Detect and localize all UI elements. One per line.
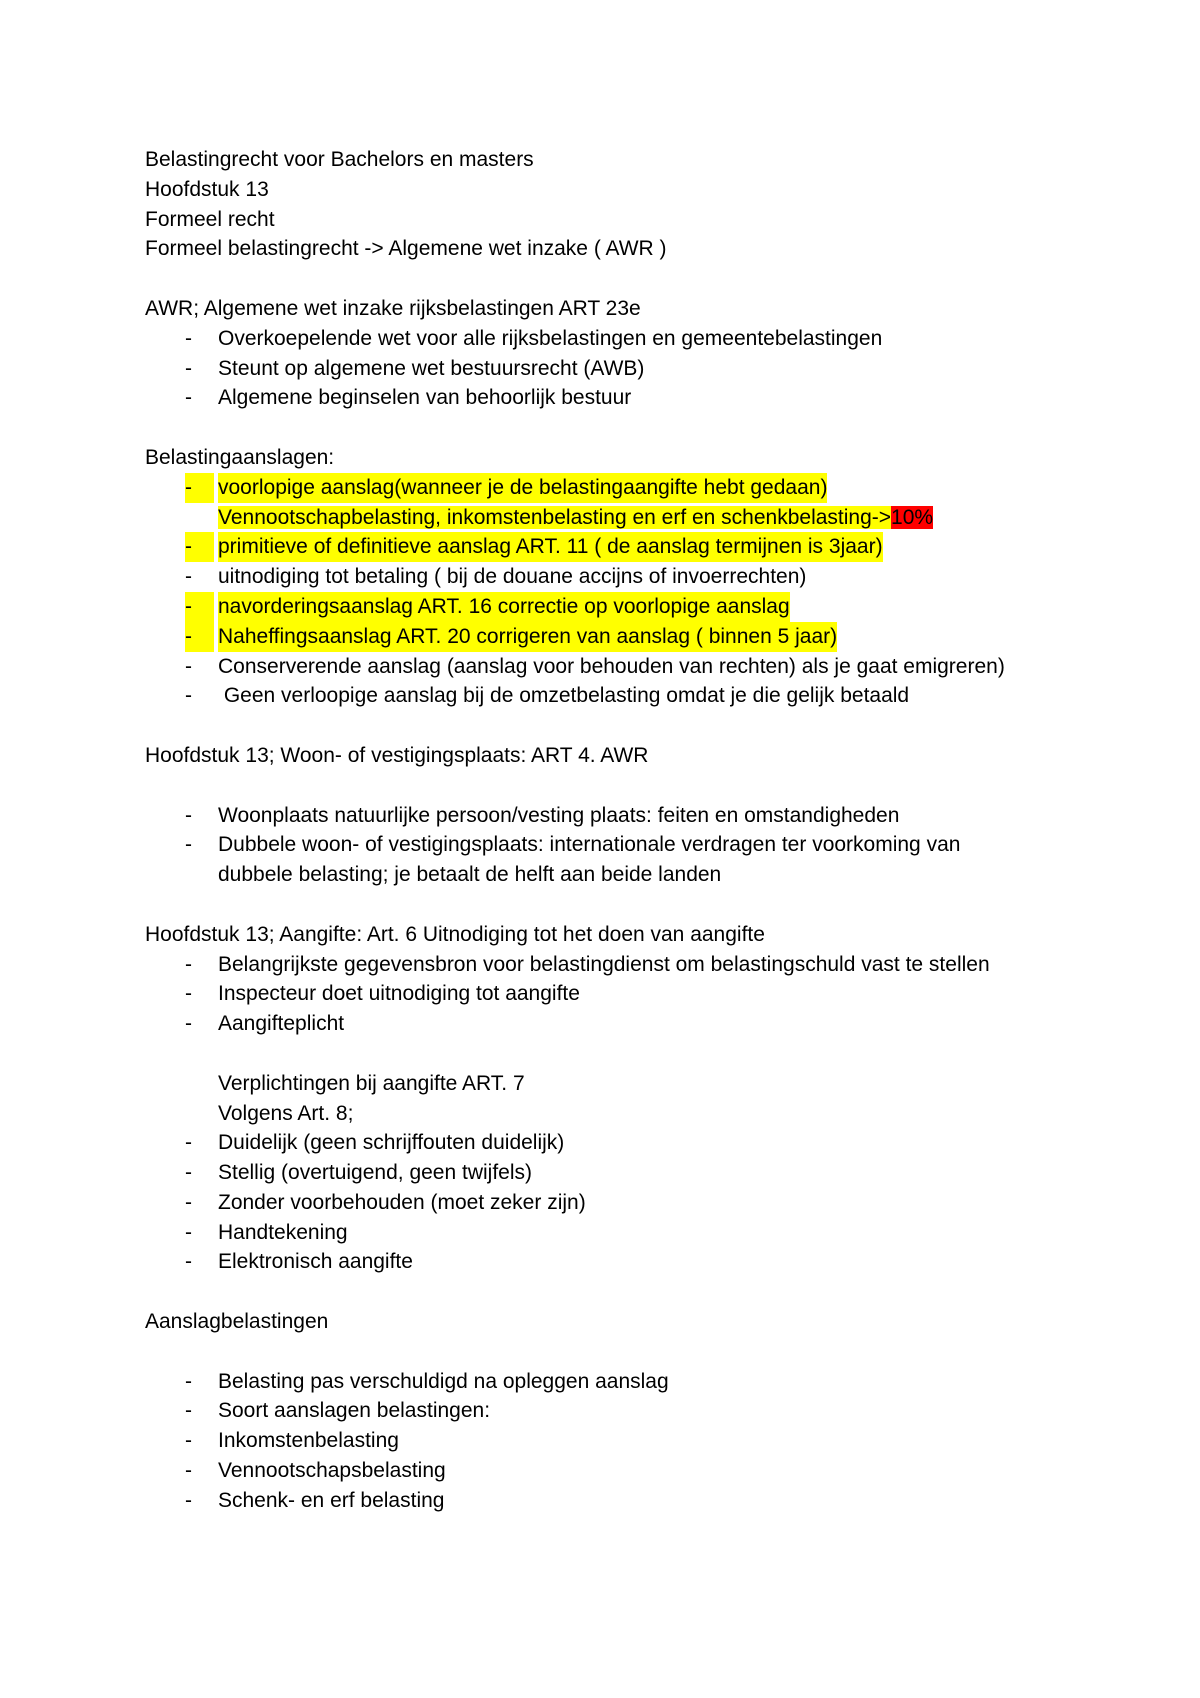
title-text: Belastingrecht voor Bachelors en masters [145,148,534,171]
list-item-text: Vennootschapbelasting, inkomstenbelasting en erf en schenkbelasting-> [218,505,892,529]
list-item [145,950,1085,980]
list-item-text: navorderingsaanslag ART. 16 correctie op voorlopige aanslag [218,592,790,622]
bullet-dash: - [185,982,192,1006]
bullet-dash: - [185,473,214,503]
woonplaats-heading-text: Hoofdstuk 13; Woon- of vestigingsplaats: ART 4. AWR [145,743,649,767]
list-item-text: voorlopige aanslag(wanneer je de belastingaangifte hebt gedaan) [218,473,827,503]
spacer [145,1337,1085,1367]
list-item-continuation [145,860,1085,890]
subtitle-text: Formeel belastingrecht -> Algemene wet inzake ( AWR ) [145,237,667,261]
percent-highlight: 10% [891,505,934,529]
list-item-highlighted [145,473,1085,503]
bullet-dash: - [185,1161,192,1185]
list-item-highlighted [145,622,1085,652]
spacer [145,890,1085,920]
spacer [145,771,1085,801]
list-item [145,1367,1085,1397]
aanslagbelastingen-heading [145,1307,1085,1337]
list-item-text: Steunt op algemene wet bestuursrecht (AWB) [218,356,645,380]
list-item-text: Elektronisch aangifte [218,1250,413,1274]
awr-heading-text: AWR; Algemene wet inzake rijksbelastingen ART 23e [145,296,641,320]
list-item-text: Schenk- en erf belasting [218,1488,445,1512]
bullet-dash: - [185,1220,192,1244]
list-item [145,1128,1085,1158]
list-item [145,979,1085,1009]
list-item-text: Vennootschapsbelasting [218,1459,446,1483]
list-item [145,1426,1085,1456]
list-item [145,1218,1085,1248]
list-item-text: Duidelijk (geen schrijffouten duidelijk) [218,1131,565,1155]
bullet-dash: - [185,654,192,678]
bullet-dash: - [185,356,192,380]
aangifte-heading-text: Hoofdstuk 13; Aangifte: Art. 6 Uitnodiging tot het doen van aangifte [145,922,765,946]
list-item-highlighted [145,592,1085,622]
bullet-dash: - [185,684,192,708]
spacer [145,1039,1085,1069]
volgens-line [145,1099,1085,1129]
list-item-text: Overkoepelende wet voor alle rijksbelastingen en gemeentebelastingen [218,326,883,350]
list-item [145,1247,1085,1277]
aangifte-heading [145,920,1085,950]
subtitle [145,234,1085,264]
chapter-label [145,175,1085,205]
list-item [145,383,1085,413]
bullet-dash: - [185,1012,192,1036]
list-item [145,1158,1085,1188]
list-item-text: dubbele belasting; je betaalt de helft aan beide landen [218,863,722,887]
aanslagbelastingen-heading-text: Aanslagbelastingen [145,1310,329,1334]
list-item-text: uitnodiging tot betaling ( bij de douane accijns of invoerrechten) [218,565,807,589]
bullet-dash: - [185,326,192,350]
bullet-dash: - [185,1429,192,1453]
spacer [145,413,1085,443]
verplichtingen-line [145,1069,1085,1099]
list-item-text: Aangifteplicht [218,1012,345,1036]
chapter-text: Hoofdstuk 13 [145,177,269,201]
list-item [145,801,1085,831]
list-item-text: Inspecteur doet uitnodiging tot aangifte [218,982,580,1006]
list-item [145,652,1085,682]
list-item [145,1009,1085,1039]
bullet-dash: - [185,1131,192,1155]
list-item-text: Geen verloopige aanslag bij de omzetbelasting omdat je die gelijk betaald [218,684,910,708]
bullet-dash: - [185,1399,192,1423]
list-item [145,1188,1085,1218]
list-item [145,1396,1085,1426]
doc-title [145,145,1085,175]
list-item [145,681,1085,711]
awr-heading [145,294,1085,324]
bullet-dash: - [185,1488,192,1512]
list-item-text: Inkomstenbelasting [218,1429,399,1453]
list-item-highlighted [145,532,1085,562]
subject-text: Formeel recht [145,207,275,231]
list-item-text: Belasting pas verschuldigd na opleggen aanslag [218,1369,669,1393]
document-content [145,145,1085,1516]
list-item [145,562,1085,592]
bullet-dash: - [185,833,192,857]
bullet-dash: - [185,1369,192,1393]
list-item-text: Woonplaats natuurlijke persoon/vesting plaats: feiten en omstandigheden [218,803,900,827]
list-item-text: Belangrijkste gegevensbron voor belastingdienst om belastingschuld vast te stellen [218,952,990,976]
list-item-text: primitieve of definitieve aanslag ART. 11 ( de aanslag termijnen is 3jaar) [218,532,883,562]
bullet-dash: - [185,1250,192,1274]
woonplaats-heading [145,741,1085,771]
spacer [145,711,1085,741]
list-item-text: Conserverende aanslag (aanslag voor behouden van rechten) als je gaat emigreren) [218,654,1005,678]
subject-label [145,205,1085,235]
bullet-dash: - [185,1459,192,1483]
list-item [145,1486,1085,1516]
list-item [145,354,1085,384]
list-item-text: Zonder voorbehouden (moet zeker zijn) [218,1190,586,1214]
aanslagen-heading [145,443,1085,473]
list-item-text: Algemene beginselen van behoorlijk bestuur [218,386,632,410]
spacer [145,1277,1085,1307]
volgens-text: Volgens Art. 8; [218,1101,354,1125]
spacer [145,264,1085,294]
bullet-dash: - [185,592,214,622]
bullet-dash: - [185,1190,192,1214]
verplichtingen-text: Verplichtingen bij aangifte ART. 7 [218,1071,525,1095]
bullet-dash: - [185,622,214,652]
bullet-dash: - [185,532,214,562]
bullet-dash: - [185,386,192,410]
list-item-text: Soort aanslagen belastingen: [218,1399,491,1423]
list-item-continuation [145,503,1085,533]
bullet-dash: - [185,565,192,589]
bullet-dash: - [185,803,192,827]
list-item [145,324,1085,354]
list-item-text: Handtekening [218,1220,348,1244]
list-item-text: Dubbele woon- of vestigingsplaats: internationale verdragen ter voorkoming van [218,833,961,857]
bullet-dash: - [185,952,192,976]
list-item-text: Stellig (overtuigend, geen twijfels) [218,1161,532,1185]
aanslagen-heading-text: Belastingaanslagen: [145,445,335,469]
list-item [145,1456,1085,1486]
list-item [145,830,1085,860]
list-item-text: Naheffingsaanslag ART. 20 corrigeren van aanslag ( binnen 5 jaar) [218,622,837,652]
